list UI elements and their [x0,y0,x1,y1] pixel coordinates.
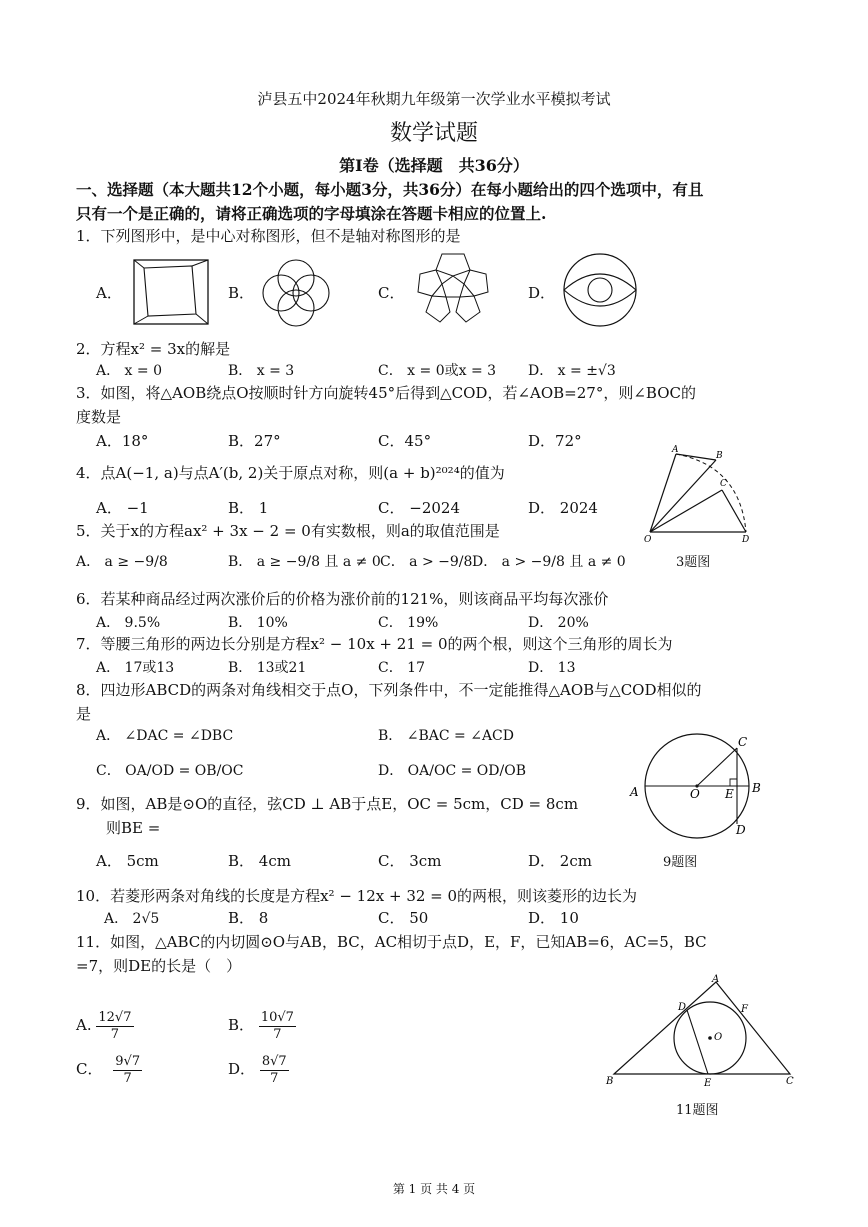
q9-stem-line1: 9．如图，AB是⊙O的直径，弦CD ⊥ AB于点E，OC = 5cm，CD = 8cm [76,795,579,813]
q6-option-c: C． 19% [378,615,439,631]
q1-option-d: D． [528,284,556,302]
q3-stem-line1: 3．如图，将△AOB绕点O按顺时针方向旋转45°后得到△COD，若∠AOB=27°，则∠BOC的 [76,384,696,402]
q5-option-c: C． a > −9/8 [380,554,473,570]
q10-option-d: D． 10 [528,909,579,927]
q7-stem: 7．等腰三角形的两边长分别是方程x² − 10x + 21 = 0的两个根，则这个三角形的周长为 [76,635,673,653]
q11-option-b [228,1010,296,1042]
q3-label-c: C [720,479,727,489]
q9-label-c: C [738,735,748,749]
q10-stem: 10．若菱形两条对角线的长度是方程x² − 12x + 32 = 0的两根，则该菱形的边长为 [76,887,638,905]
q8-option-a: A． ∠DAC = ∠DBC [96,728,234,744]
q9-option-a: A． 5cm [96,852,159,870]
q7-option-d: D． 13 [528,660,576,676]
q4-option-b: B． 1 [228,499,269,517]
q11-option-a-letter: A. [76,1016,92,1035]
q10-option-a: A． 2√5 [104,911,160,927]
q11-a-denominator: 7 [110,1026,120,1042]
q1-figure-b [260,258,332,328]
q4-option-c: C． −2024 [378,499,460,517]
q6-option-b: B． 10% [228,615,288,631]
q11-option-b-letter: B． [228,1016,255,1035]
q8-option-d: D． OA/OC = OD/OB [378,763,526,779]
q2-option-c: C． x = 0或x = 3 [378,363,497,379]
q10-option-b: B． 8 [228,909,269,927]
q11-c-numerator: 9√7 [115,1054,141,1069]
q11-c-denominator: 7 [123,1070,132,1086]
q9-label-o: O [690,787,700,801]
q11-label-f: F [741,1004,748,1015]
q4-option-a: A． −1 [96,499,149,517]
q11-d-denominator: 7 [270,1070,279,1086]
part-title: 第Ⅰ卷（选择题 共36分） [339,156,529,175]
q11-option-d-letter: D． [228,1060,256,1079]
q1-option-c: C． [378,284,405,302]
q1-figure-d [562,252,638,328]
q11-d-numerator: 8√7 [261,1054,287,1069]
q11-option-b-fraction [259,1010,296,1042]
q3-stem-line2: 度数是 [76,408,122,426]
q2-stem: 2．方程x² = 3x的解是 [76,340,231,358]
q5-option-b: B． a ≥ −9/8 且 a ≠ 0 [228,554,381,570]
q11-option-c-fraction [113,1054,142,1086]
q5-stem: 5．关于x的方程ax² + 3x − 2 = 0有实数根，则a的取值范围是 [76,522,500,540]
q3-label-d: D [742,535,750,545]
q11-option-d [228,1054,289,1086]
q4-option-d: D． 2024 [528,499,598,517]
section-instructions-line1: 一、选择题（本大题共12个小题，每小题3分，共36分）在每小题给出的四个选项中，有且 [76,180,704,199]
exam-header: 泸县五中2024年秋期九年级第一次学业水平模拟考试 [257,90,611,108]
q8-option-b: B． ∠BAC = ∠ACD [378,728,514,744]
q3-option-b: B．27° [228,432,281,450]
q5-option-a: A． a ≥ −9/8 [76,554,168,570]
q3-label-a: A [672,445,679,455]
q1-figure-c [414,252,492,324]
q8-stem-line1: 8．四边形ABCD的两条对角线相交于点O，下列条件中，不一定能推得△AOB与△COD相似的 [76,681,702,699]
q6-stem: 6．若某种商品经过两次涨价后的价格为涨价前的121%，则该商品平均每次涨价 [76,590,609,608]
q2-option-d: D． x = ±√3 [528,363,616,379]
q9-option-d: D． 2cm [528,852,592,870]
q11-option-d-fraction [260,1054,289,1086]
q11-label-b: B [606,1076,614,1087]
q11-stem-line2: =7，则DE的长是（ ） [76,957,242,975]
q2-option-b: B． x = 3 [228,363,295,379]
q11-b-denominator: 7 [273,1026,282,1042]
q4-stem: 4．点A(−1, a)与点A′(b, 2)关于原点对称，则(a + b)²⁰²⁴的值为 [76,464,505,482]
q9-option-b: B． 4cm [228,852,291,870]
q11-label-o: O [714,1032,723,1043]
q11-label-a: A [712,974,720,985]
q8-stem-line2: 是 [76,705,92,723]
q9-figure [622,730,772,840]
q9-stem-line2: 则BE = [106,819,161,837]
q11-option-c [76,1054,142,1086]
q11-a-numerator: 12√7 [98,1010,132,1025]
q3-option-a: A．18° [96,432,149,450]
q1-option-a: A． [96,284,122,302]
q3-label-b: B [716,451,723,461]
q7-option-b: B． 13或21 [228,660,307,676]
q7-option-a: A． 17或13 [96,660,175,676]
fig9-caption: 9题图 [663,855,698,870]
q9-label-e: E [725,787,734,801]
q11-option-a-fraction [96,1010,133,1042]
fig11-caption: 11题图 [676,1103,719,1118]
q3-option-d: D．72° [528,432,582,450]
q3-figure [640,446,760,546]
q11-label-e: E [704,1078,712,1089]
q11-figure [600,970,800,1090]
q3-label-o: O [644,535,652,545]
q9-label-a: A [630,785,639,799]
page-footer: 第 1 页 共 4 页 [392,1182,476,1196]
q1-option-b: B． [228,284,255,302]
fig3-caption: 3题图 [676,555,711,570]
q9-label-b: B [752,781,761,795]
q11-label-c: C [786,1076,794,1087]
q2-option-a: A． x = 0 [96,363,162,379]
q11-option-c-letter: C． [76,1060,103,1079]
q7-option-c: C． 17 [378,660,425,676]
q3-option-c: C．45° [378,432,432,450]
q1-stem: 1．下列图形中，是中心对称图形，但不是轴对称图形的是 [76,227,461,245]
q11-b-numerator: 10√7 [260,1010,294,1025]
q6-option-a: A． 9.5% [96,615,161,631]
q11-label-d: D [678,1002,687,1013]
section-instructions-line2: 只有一个是正确的，请将正确选项的字母填涂在答题卡相应的位置上. [76,204,547,223]
q1-figure-a [132,258,212,326]
subject-title: 数学试题 [389,121,478,146]
q10-option-c: C． 50 [378,909,429,927]
q11-option-a [76,1010,134,1042]
q5-option-d: D． a > −9/8 且 a ≠ 0 [472,554,626,570]
q9-label-d: D [736,823,746,837]
q9-option-c: C． 3cm [378,852,442,870]
q11-stem-line1: 11．如图，△ABC的内切圆⊙O与AB，BC，AC相切于点D，E，F，已知AB=6，AC=5，BC [76,933,707,951]
q6-option-d: D． 20% [528,615,589,631]
q8-option-c: C． OA/OD = OB/OC [96,763,244,779]
